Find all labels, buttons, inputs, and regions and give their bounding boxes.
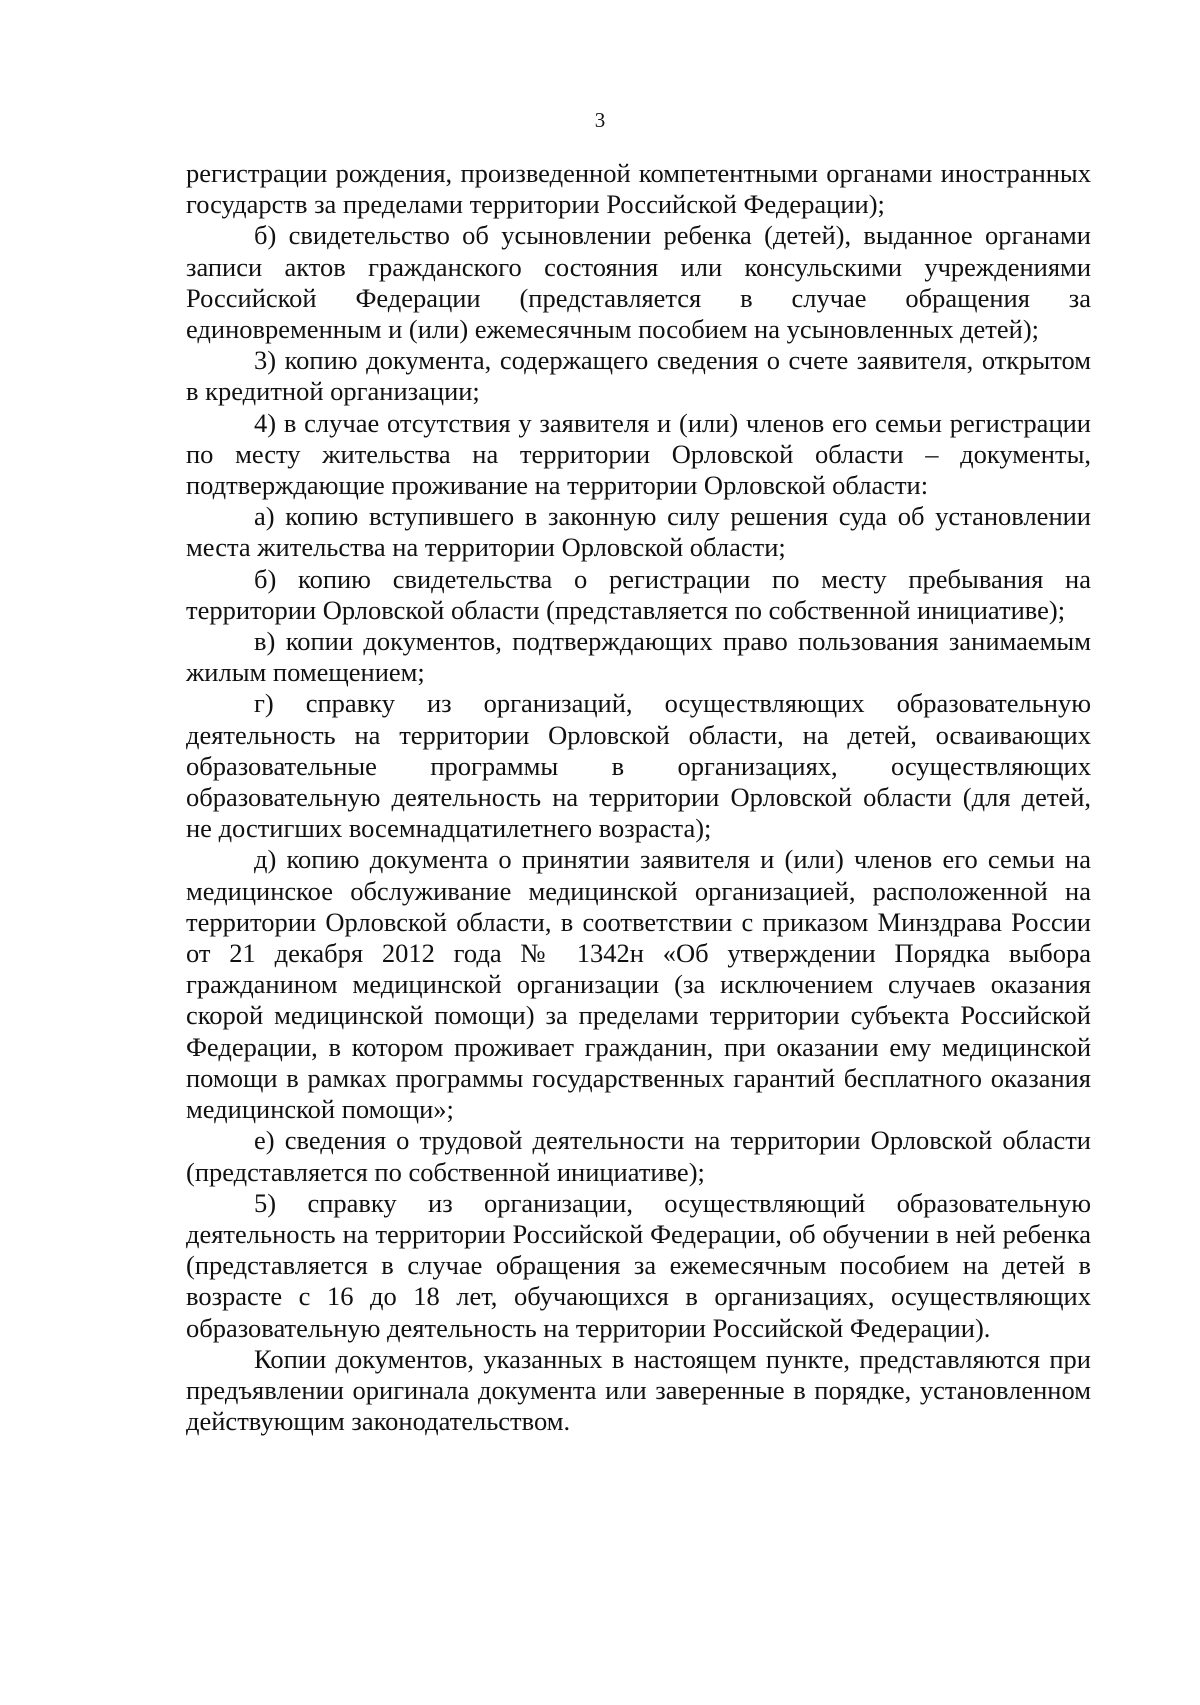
paragraph-5: а) копию вступившего в законную силу решения суда об установлении места жительства на территории Орловской области; <box>186 501 1091 563</box>
paragraph-10: е) сведения о трудовой деятельности на территории Орловской области (представляется по собственной инициативе); <box>186 1125 1091 1187</box>
document-body <box>186 158 1091 1437</box>
paragraph-1: регистрации рождения, произведенной компетентными органами иностранных государств за пределами территории Российской Федерации); <box>186 158 1091 220</box>
paragraph-2: б) свидетельство об усыновлении ребенка (детей), выданное органами записи актов гражданского состояния или консульскими учреждениями Российской Федерации (представляется в случае обращения за единовременным и (или) ежемесячным пособием на усыновленных детей); <box>186 220 1091 345</box>
paragraph-6: б) копию свидетельства о регистрации по месту пребывания на территории Орловской области (представляется по собственной инициативе); <box>186 563 1091 625</box>
paragraph-9: д) копию документа о принятии заявителя и (или) членов его семьи на медицинское обслуживание медицинской организацией, расположенной на территории Орловской области, в соответствии с приказом Минздрава России от 21 декабря 2012 года № 1342н «Об утверждении Порядка выбора гражданином медицинской организации (за исключением случаев оказания скорой медицинской помощи) за пределами территории субъекта Российской Федерации, в котором проживает гражданин, при оказании ему медицинской помощи в рамках программы государственных гарантий бесплатного оказания медицинской помощи»; <box>186 844 1091 1125</box>
paragraph-4: 4) в случае отсутствия у заявителя и (или) членов его семьи регистрации по месту жительства на территории Орловской области – документы, подтверждающие проживание на территории Орловской области: <box>186 407 1091 501</box>
paragraph-3: 3) копию документа, содержащего сведения о счете заявителя, открытом в кредитной организации; <box>186 345 1091 407</box>
paragraph-12: Копии документов, указанных в настоящем пункте, представляются при предъявлении оригинала документа или заверенные в порядке, установленном действующим законодательством. <box>186 1343 1091 1437</box>
paragraph-8: г) справку из организаций, осуществляющих образовательную деятельность на территории Орловской области, на детей, осваивающих образовательные программы в организациях, осуществляющих образовательную деятельность на территории Орловской области (для детей, не достигших восемнадцатилетнего возраста); <box>186 688 1091 844</box>
paragraph-7: в) копии документов, подтверждающих право пользования занимаемым жилым помещением; <box>186 626 1091 688</box>
paragraph-11: 5) справку из организации, осуществляющий образовательную деятельность на территории Российской Федерации, об обучении в ней ребенка (представляется в случае обращения за ежемесячным пособием на детей в возрасте с 16 до 18 лет, обучающихся в организациях, осуществляющих образовательную деятельность на территории Российской Федерации). <box>186 1187 1091 1343</box>
page-number: 3 <box>594 108 606 132</box>
